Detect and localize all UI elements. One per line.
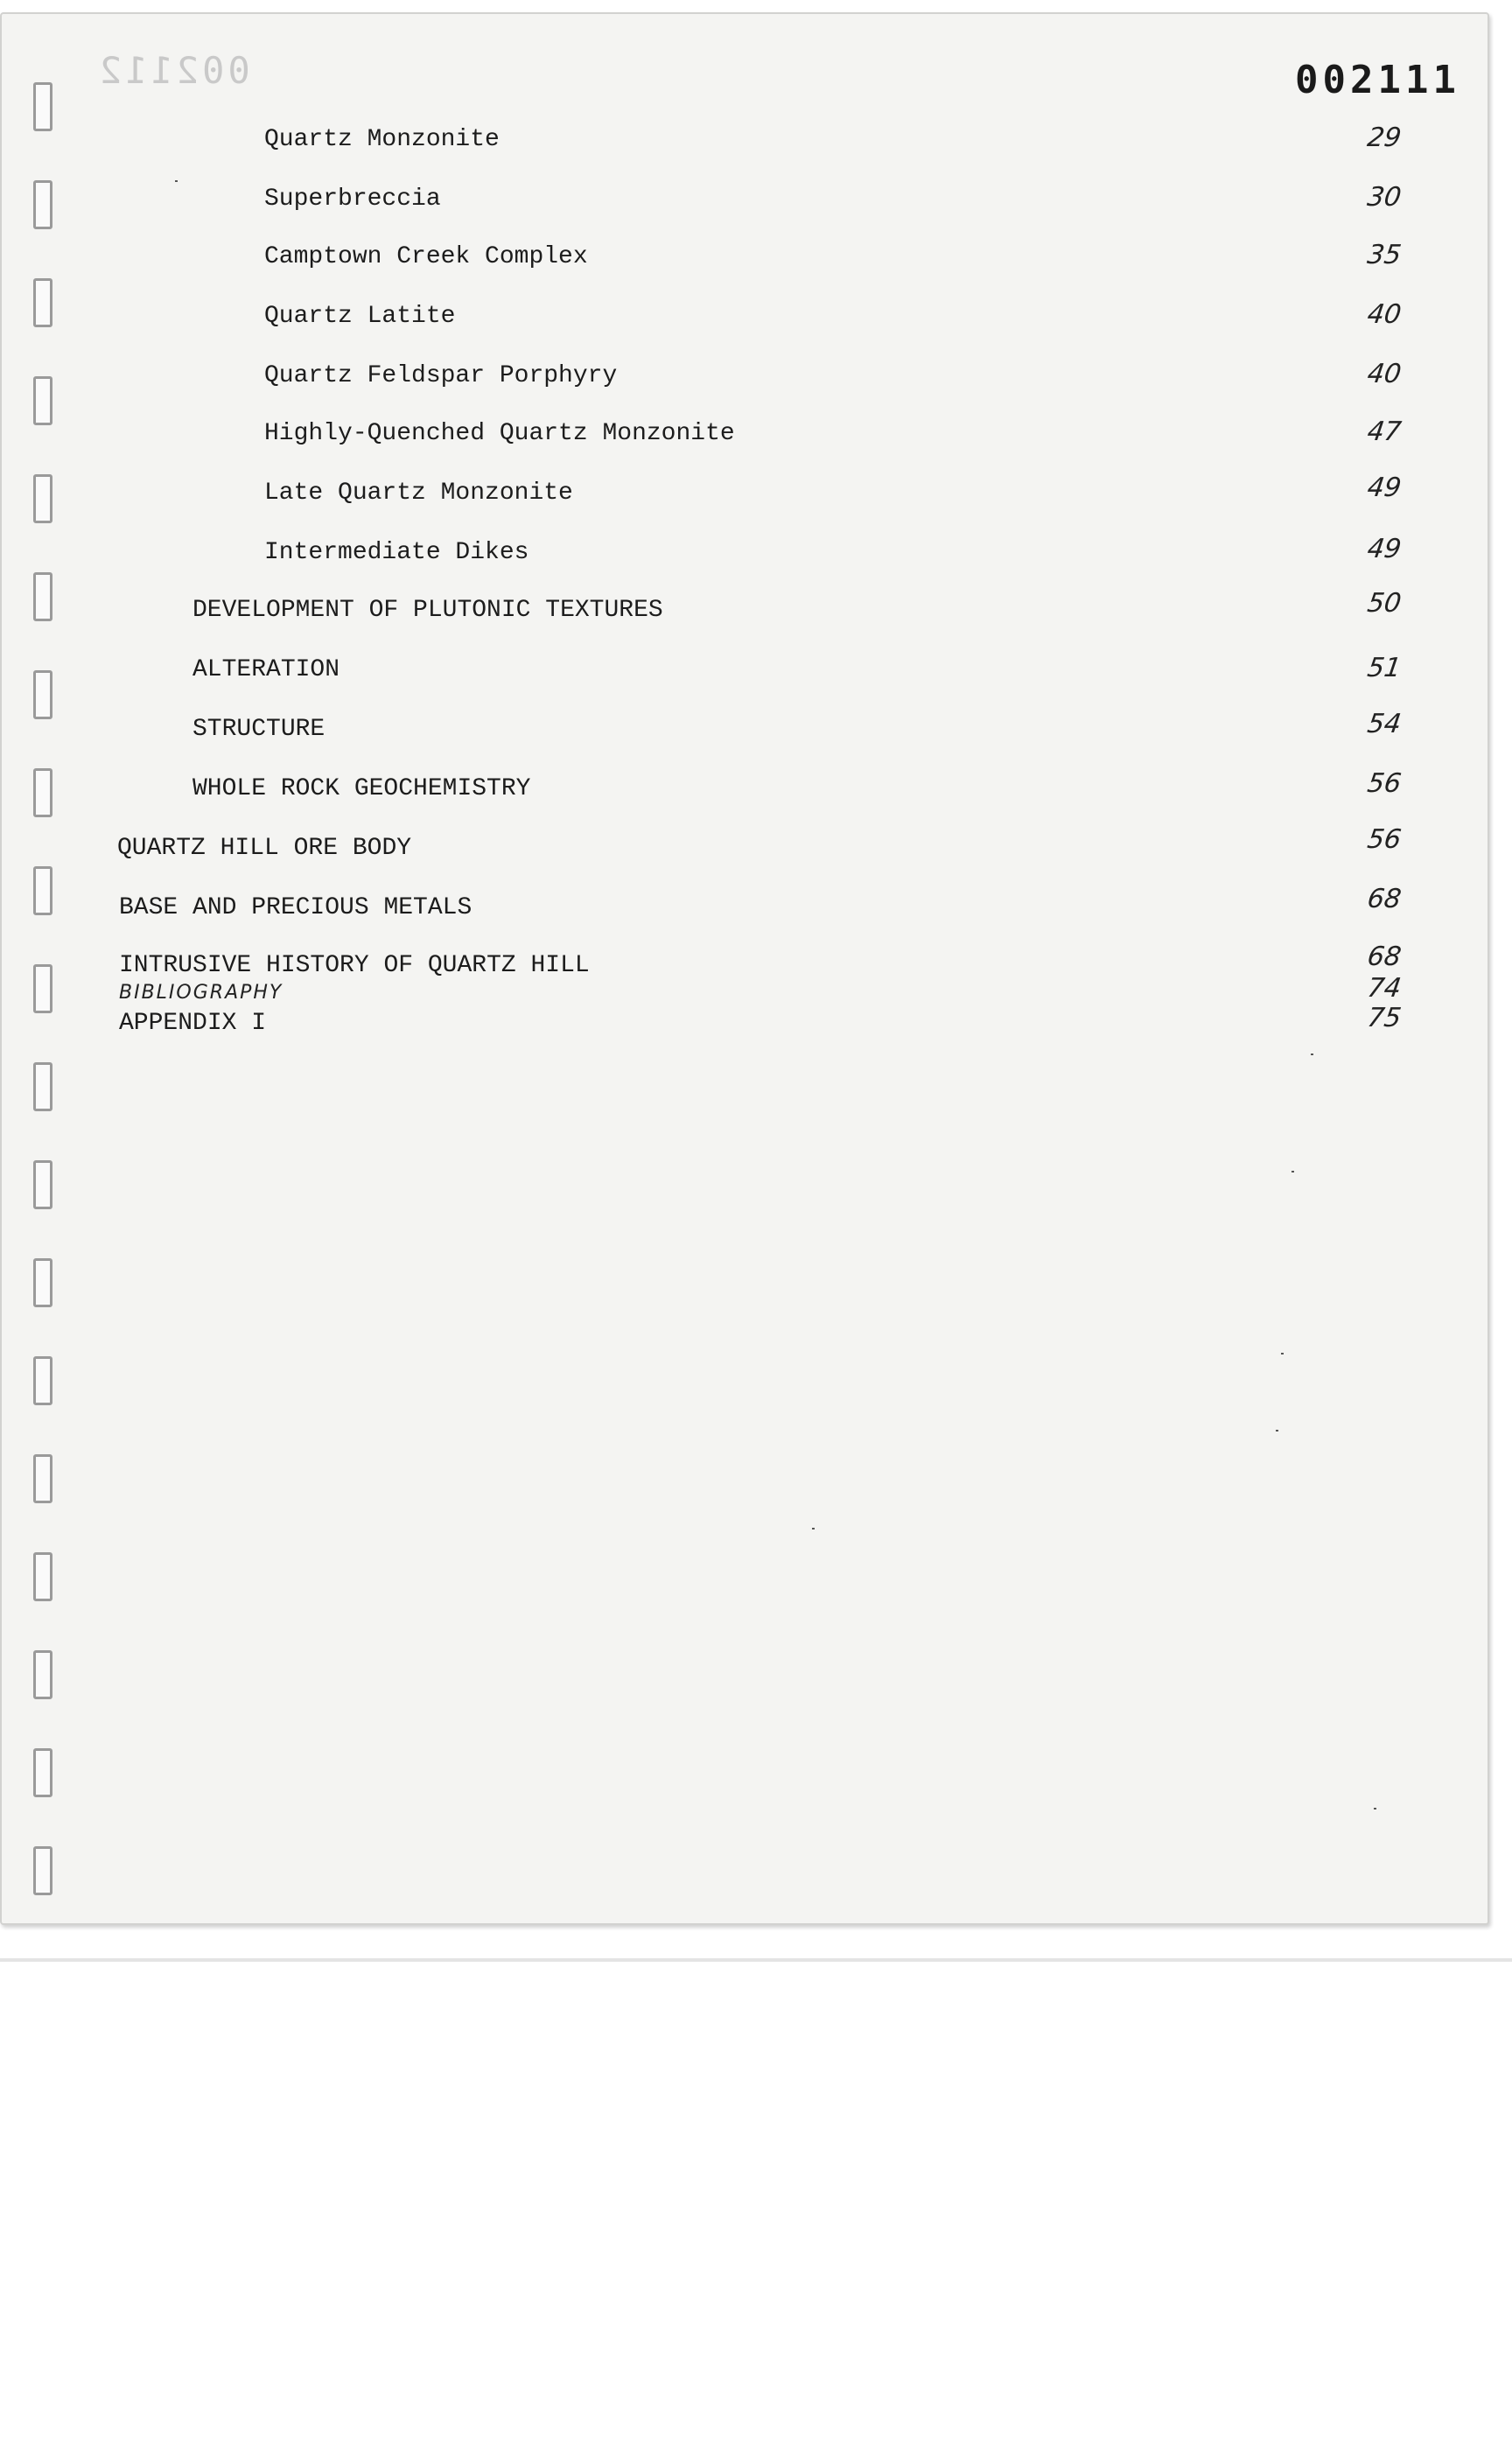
binder-hole bbox=[33, 1454, 52, 1503]
scan-speck bbox=[1281, 1353, 1284, 1354]
toc-entry-title: STRUCTURE bbox=[192, 716, 326, 743]
toc-entry-title: WHOLE ROCK GEOCHEMISTRY bbox=[192, 775, 531, 802]
binder-hole bbox=[33, 1258, 52, 1307]
binder-hole bbox=[33, 572, 52, 621]
toc-entry-title: Highly-Quenched Quartz Monzonite bbox=[264, 420, 735, 447]
binder-hole bbox=[33, 964, 52, 1013]
toc-entry-title: Camptown Creek Complex bbox=[264, 243, 588, 270]
binder-hole bbox=[33, 1552, 52, 1601]
toc-page-number: 30 bbox=[1365, 182, 1404, 213]
toc-entry-title: APPENDIX I bbox=[119, 1010, 267, 1037]
toc-page-number: 29 bbox=[1365, 122, 1404, 153]
scan-speck bbox=[1292, 1171, 1294, 1172]
show-through-document-number: 002112 bbox=[96, 49, 250, 92]
toc-page-number: 68 bbox=[1365, 942, 1404, 972]
toc-page-number: 49 bbox=[1365, 472, 1404, 503]
binder-hole bbox=[33, 866, 52, 915]
toc-page-number: 47 bbox=[1365, 416, 1404, 447]
binder-hole bbox=[33, 1356, 52, 1405]
binder-hole bbox=[33, 278, 52, 327]
toc-entry-title: Superbreccia bbox=[264, 186, 441, 213]
toc-entry-title: Intermediate Dikes bbox=[264, 539, 529, 566]
toc-page-number: 75 bbox=[1365, 1003, 1404, 1033]
binder-hole bbox=[33, 1062, 52, 1111]
toc-page-number: 56 bbox=[1365, 824, 1404, 855]
toc-entry-title: QUARTZ HILL ORE BODY bbox=[117, 835, 412, 862]
binder-hole bbox=[33, 768, 52, 817]
document-number: 002111 bbox=[1295, 58, 1460, 102]
binder-hole bbox=[33, 180, 52, 229]
toc-page-number: 51 bbox=[1365, 653, 1404, 683]
toc-entry-title: Quartz Feldspar Porphyry bbox=[264, 362, 618, 389]
toc-entry-title: Quartz Monzonite bbox=[264, 126, 500, 153]
toc-entry-title: ALTERATION bbox=[192, 656, 340, 683]
binder-hole bbox=[33, 1846, 52, 1895]
toc-page-number: 68 bbox=[1365, 884, 1404, 914]
toc-page-number: 74 bbox=[1365, 973, 1404, 1004]
toc-entry-title: BASE AND PRECIOUS METALS bbox=[119, 894, 472, 921]
binder-hole bbox=[33, 82, 52, 131]
toc-entry-title-handwritten: BIBLIOGRAPHY bbox=[119, 982, 284, 1004]
binder-hole bbox=[33, 474, 52, 523]
toc-page-number: 50 bbox=[1365, 588, 1404, 619]
toc-entry-title: Quartz Latite bbox=[264, 303, 456, 330]
toc-page-number: 35 bbox=[1365, 240, 1404, 270]
toc-entry-title: INTRUSIVE HISTORY OF QUARTZ HILL bbox=[119, 952, 590, 979]
toc-page-number: 40 bbox=[1365, 359, 1404, 389]
toc-page-number: 54 bbox=[1365, 709, 1404, 739]
scan-speck bbox=[1374, 1808, 1376, 1810]
toc-page-number: 56 bbox=[1365, 768, 1404, 799]
scan-speck bbox=[175, 180, 178, 182]
toc-entry-title: DEVELOPMENT OF PLUTONIC TEXTURES bbox=[192, 597, 663, 624]
toc-page-number: 40 bbox=[1365, 299, 1404, 330]
binder-hole bbox=[33, 1160, 52, 1209]
binder-hole bbox=[33, 376, 52, 425]
page-bottom-edge bbox=[0, 1958, 1512, 1962]
binder-hole bbox=[33, 1748, 52, 1797]
scan-speck bbox=[1276, 1430, 1278, 1432]
binder-hole bbox=[33, 670, 52, 719]
scanned-page bbox=[0, 12, 1489, 1925]
binder-hole bbox=[33, 1650, 52, 1699]
toc-page-number: 49 bbox=[1365, 534, 1404, 564]
scan-speck bbox=[812, 1528, 815, 1530]
toc-entry-title: Late Quartz Monzonite bbox=[264, 480, 573, 507]
scan-speck bbox=[1311, 1054, 1313, 1055]
